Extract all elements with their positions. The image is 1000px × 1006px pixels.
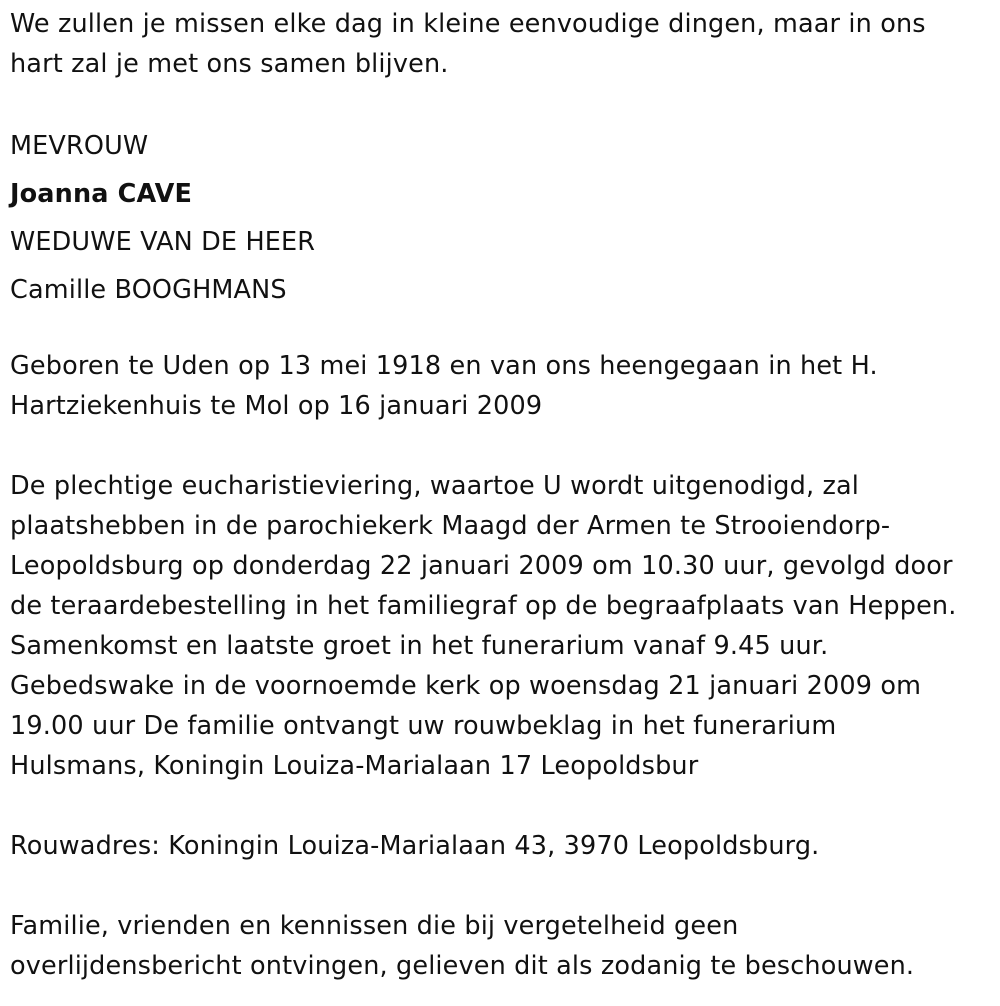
paragraph-spacer — [10, 84, 994, 122]
paragraph-spacer — [10, 314, 994, 346]
closing-paragraph — [10, 906, 994, 986]
ceremony-line-3: Leopoldsburg op donderdag 22 januari 2009 om 10.30 uur, gevolgd door — [10, 551, 953, 581]
ceremony-line-2: plaatshebben in de parochiekerk Maagd der Armen te Strooiendorp- — [10, 511, 891, 541]
paragraph-spacer — [10, 866, 994, 906]
ceremony-line-6: Gebedswake in de voornoemde kerk op woensdag 21 januari 2009 om — [10, 671, 922, 701]
person-title: MEVROUW — [10, 131, 149, 161]
birth-line-2: Hartziekenhuis te Mol op 16 januari 2009 — [10, 391, 543, 421]
birth-line-1: Geboren te Uden op 13 mei 1918 en van ons heengegaan in het H. — [10, 351, 878, 381]
ceremony-line-1: De plechtige eucharistieviering, waartoe U wordt uitgenodigd, zal — [10, 471, 860, 501]
closing-line-1: Familie, vrienden en kennissen die bij vergetelheid geen — [10, 911, 739, 941]
ceremony-line-4: de teraardebestelling in het familiegraf op de begraafplaats van Heppen. — [10, 591, 957, 621]
closing-line-2: overlijdensbericht ontvingen, gelieven dit als zodanig te beschouwen. — [10, 951, 915, 981]
ceremony-line-8: Hulsmans, Koningin Louiza-Marialaan 17 Leopoldsbur — [10, 751, 699, 781]
birth-paragraph — [10, 346, 994, 426]
intro-paragraph — [10, 4, 994, 84]
spouse-name: Camille BOOGHMANS — [10, 275, 287, 305]
obituary-document — [10, 4, 994, 986]
person-status: WEDUWE VAN DE HEER — [10, 227, 316, 257]
ceremony-line-7: 19.00 uur De familie ontvangt uw rouwbeklag in het funerarium — [10, 711, 837, 741]
mourning-address: Rouwadres: Koningin Louiza-Marialaan 43, 3970 Leopoldsburg. — [10, 831, 820, 861]
person-block — [10, 122, 994, 314]
intro-line-1: We zullen je missen elke dag in kleine eenvoudige dingen, maar in ons — [10, 9, 926, 39]
paragraph-spacer — [10, 426, 994, 466]
ceremony-paragraph — [10, 466, 994, 786]
person-name: Joanna CAVE — [10, 179, 193, 209]
paragraph-spacer — [10, 786, 994, 826]
intro-line-2: hart zal je met ons samen blijven. — [10, 49, 449, 79]
address-paragraph — [10, 826, 994, 866]
ceremony-line-5: Samenkomst en laatste groet in het funerarium vanaf 9.45 uur. — [10, 631, 829, 661]
